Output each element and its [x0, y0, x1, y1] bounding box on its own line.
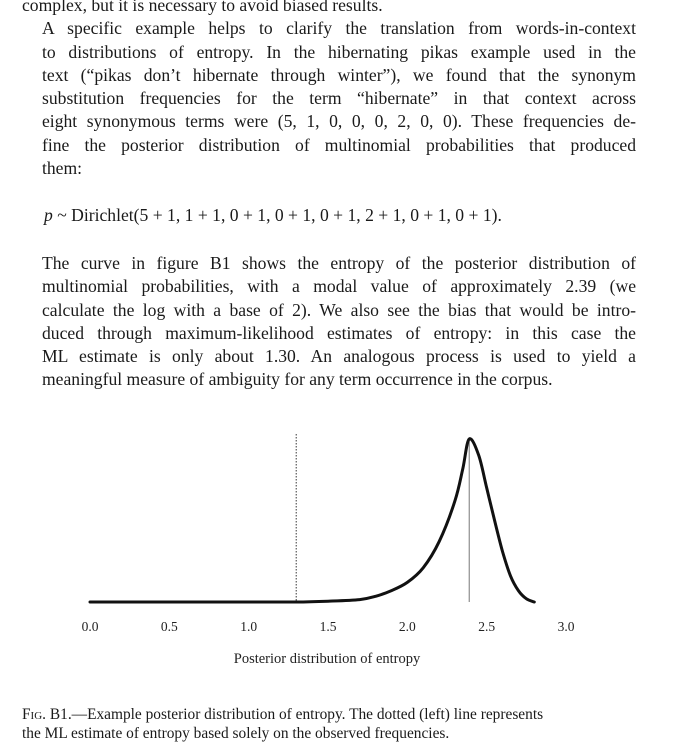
paragraph-line: substitution frequencies for the term “hibernate” in that context across [42, 88, 636, 109]
equation-tilde: ~ [57, 205, 67, 225]
reference-lines [296, 434, 469, 602]
paragraph-line: them: [42, 158, 83, 179]
paragraph-line: A specific example helps to clarify the translation from words-in-context [42, 18, 636, 39]
x-axis-label: Posterior distribution of entropy [233, 651, 421, 667]
paragraph-line: to distributions of entropy. In the hibernating pikas example used in the [42, 41, 636, 62]
figure-caption [22, 706, 636, 743]
paragraph-line: meaningful measure of ambiguity for any term occurrence in the corpus. [42, 369, 553, 390]
x-tick-label: 1.0 [240, 619, 258, 634]
x-tick-label: 2.5 [478, 619, 496, 634]
paragraph-line: calculate the log with a base of 2). We also see the bias that would be intro- [42, 299, 636, 320]
entropy-density-chart [0, 420, 680, 680]
x-tick-label: 0.5 [160, 619, 178, 634]
paragraph-line: complex, but it is necessary to avoid biased results. [22, 0, 383, 15]
caption-label: Fig. B1. [22, 706, 72, 723]
body-text-upper [22, 0, 636, 180]
x-tick-label: 0.0 [81, 619, 99, 634]
paragraph-line: multinomial probabilities, with a modal value of approximately 2.39 (we [42, 276, 636, 297]
paragraph-line: eight synonymous terms were (5, 1, 0, 0, 0, 2, 0, 0). These frequencies de- [42, 111, 636, 132]
body-text-lower [22, 252, 636, 392]
paragraph-line: The curve in figure B1 shows the entropy of the posterior distribution of [42, 253, 636, 273]
dirichlet-equation [44, 205, 502, 226]
paragraph-line: ML estimate is only about 1.30. An analogous process is used to yield a [42, 346, 636, 367]
x-axis-tick-labels [82, 619, 575, 634]
paragraph-line: fine the posterior distribution of multinomial probabilities that produced [42, 134, 636, 155]
paragraph-pikas-example [22, 17, 636, 180]
x-tick-label: 3.0 [557, 619, 575, 634]
paragraph-line: text (“pikas don’t hibernate through winter”), we found that the synonym [42, 64, 636, 85]
density-curve [90, 439, 534, 602]
equation-lhs: p [44, 205, 53, 225]
paragraph-figure-description [22, 252, 636, 392]
x-tick-label: 2.0 [398, 619, 416, 634]
paragraph-line: duced through maximum-likelihood estimates of entropy: in this case the [42, 322, 636, 343]
x-tick-label: 1.5 [319, 619, 337, 634]
equation-rhs: Dirichlet(5 + 1, 1 + 1, 0 + 1, 0 + 1, 0 + 1, 2 + 1, 0 + 1, 0 + 1). [71, 205, 502, 225]
caption-text: —Example posterior distribution of entropy. The dotted (left) line represents [71, 706, 544, 723]
caption-text-line2: the ML estimate of entropy based solely on the observed frequencies. [22, 724, 450, 742]
